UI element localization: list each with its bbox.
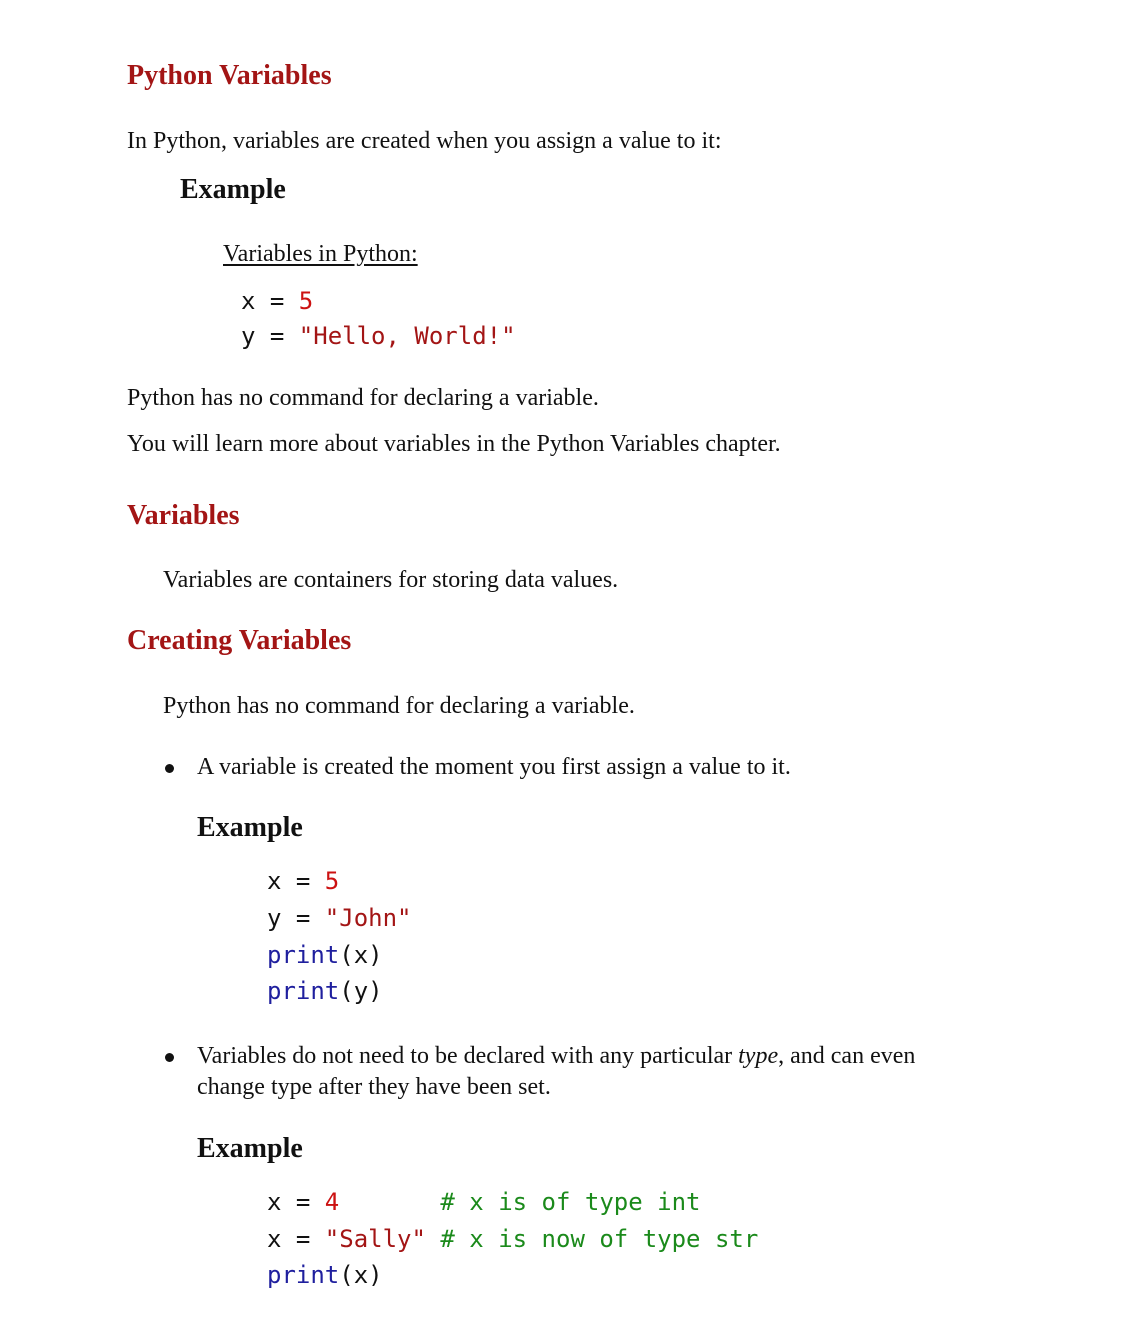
bullet-marker: [165, 764, 174, 773]
code-line: y = "John": [267, 904, 412, 932]
example-label: Example: [197, 812, 303, 843]
code-line: x = 5: [241, 287, 314, 315]
paragraph-no-command: Python has no command for declaring a variable.: [163, 693, 635, 719]
code-line: print(x): [267, 1261, 383, 1289]
code-line: x = 5: [267, 867, 340, 895]
code-caption: Variables in Python:: [223, 241, 418, 267]
heading-variables: Variables: [127, 500, 240, 531]
intro-paragraph: In Python, variables are created when you assign a value to it:: [127, 128, 722, 154]
bullet-marker: [165, 1053, 174, 1062]
code-line: print(y): [267, 977, 383, 1005]
code-line: x = 4 # x is of type int: [267, 1188, 701, 1216]
bullet-item-type: Variables do not need to be declared with any particular type, and can even: [197, 1043, 916, 1069]
bullet-item-type-line2: change type after they have been set.: [197, 1074, 551, 1100]
heading-python-variables: Python Variables: [127, 60, 332, 91]
example-label: Example: [197, 1133, 303, 1164]
heading-creating-variables: Creating Variables: [127, 625, 352, 656]
paragraph-containers: Variables are containers for storing data values.: [163, 567, 619, 593]
example-label: Example: [180, 174, 286, 205]
code-line: y = "Hello, World!": [241, 322, 516, 350]
code-line: x = "Sally" # x is now of type str: [267, 1225, 759, 1253]
bullet-item-created: A variable is created the moment you first assign a value to it.: [197, 754, 791, 780]
paragraph-no-declare: Python has no command for declaring a variable.: [127, 385, 599, 411]
code-line: print(x): [267, 941, 383, 969]
paragraph-learn-more: You will learn more about variables in the Python Variables chapter.: [127, 431, 781, 457]
